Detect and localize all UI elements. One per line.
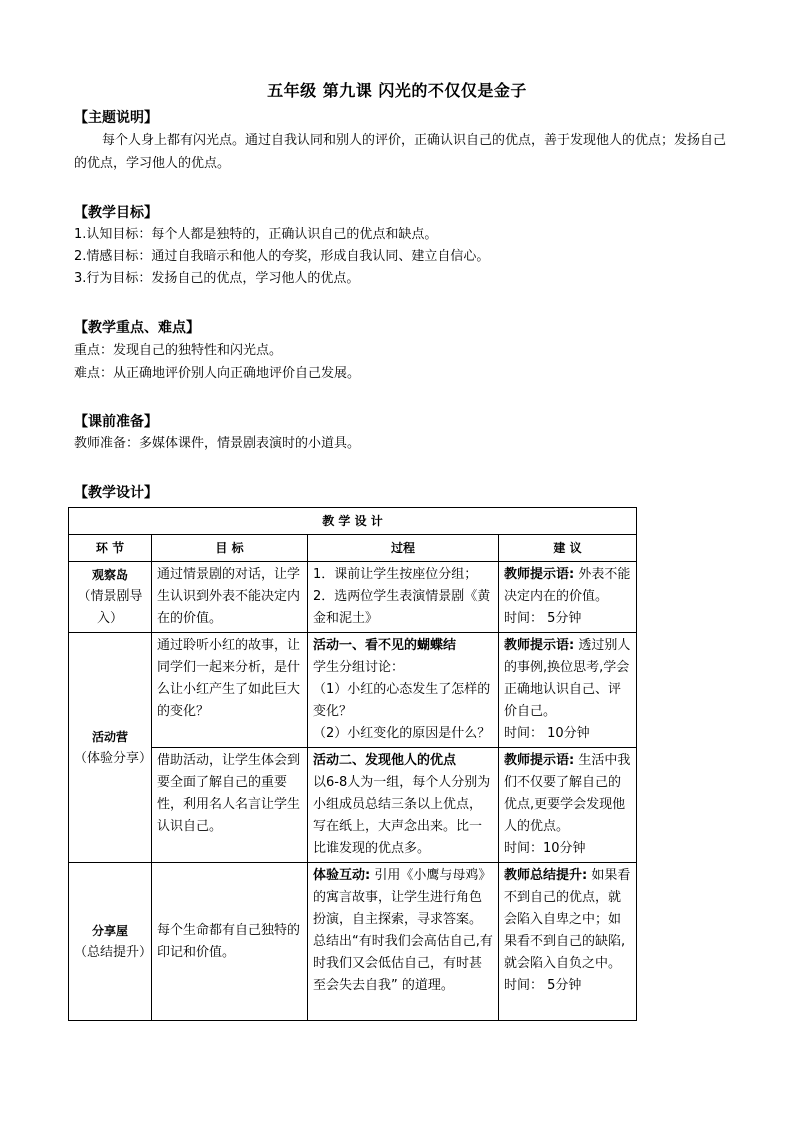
stage-cell (69, 863, 152, 1021)
stage-cell (69, 633, 152, 863)
design-heading: 【教学设计】 (74, 485, 158, 501)
suggestion-cell (499, 562, 637, 633)
tip-text: 透过别人的事例,换位思考,学会正确地认识自己、评价自己。 (504, 638, 631, 719)
process-text (313, 865, 493, 997)
process-label: 体验互动: (313, 868, 371, 883)
tip-label: 教师总结提升: (504, 868, 588, 883)
table-caption: 教 学 设 计 (69, 508, 637, 535)
goal-cell: 每个生命都有自己独特的印记和价值。 (152, 863, 308, 1021)
process-body: 引用《小鹰与母鸡》的寓言故事，让学生进行角色扮演，自主探索，寻求答案。总结出“有时我们会高估自己,有时我们又会低估自己，有时甚至会失去自我” 的道理。 (313, 868, 493, 993)
time-label: 时间： 5分钟 (504, 611, 582, 626)
suggestion-cell (499, 863, 637, 1021)
suggestion-text (504, 865, 631, 975)
process-line: 学生分组讨论： (313, 660, 405, 675)
process-title: 活动一、看不见的蝴蝶结 (313, 638, 457, 653)
goal-item: 2.情感目标：通过自我暗示和他人的夸奖，形成自我认同、建立自信心。 (74, 249, 490, 264)
prep-text: 教师准备：多媒体课件，情景剧表演时的小道具。 (74, 436, 361, 451)
process-line: （1）小红的心态发生了怎样的变化？ (313, 682, 491, 719)
process-cell (308, 562, 499, 633)
column-header: 过程 (308, 535, 499, 562)
table-row (69, 562, 637, 633)
suggestion-cell (499, 748, 637, 863)
prep-heading: 【课前准备】 (74, 414, 158, 430)
goal-cell: 借助活动，让学生体会到要全面了解自己的重要性，利用名人名言让学生认识自己。 (152, 748, 308, 863)
tip-text: 外表不能决定内在的价值。 (504, 567, 631, 604)
stage-name: 分享屋 (91, 923, 128, 938)
column-header: 目 标 (152, 535, 308, 562)
process-line: 2．选两位学生表演情景剧《黄金和泥土》 (313, 589, 491, 626)
time-label: 时间： 10分钟 (504, 726, 590, 741)
suggestion-text (504, 635, 631, 723)
table-row (69, 748, 637, 863)
stage-name: 活动营 (91, 729, 128, 744)
process-title: 活动二、发现他人的优点 (313, 753, 457, 768)
process-cell (308, 748, 499, 863)
table-header-row (69, 535, 637, 562)
tip-label: 教师提示语: (504, 753, 575, 768)
stage-cell (69, 562, 152, 633)
table-row (69, 633, 637, 748)
table-caption-row (69, 508, 637, 535)
theme-text: 每个人身上都有闪光点。通过自我认同和别人的评价，正确认识自己的优点，善于发现他人的优点；发扬自己的优点，学习他人的优点。 (74, 133, 727, 171)
suggestion-text (504, 564, 631, 608)
stage-subtitle: （情景剧导入） (77, 589, 143, 626)
process-cell (308, 863, 499, 1021)
stage-name: 观察岛 (91, 568, 128, 582)
stage-subtitle: （总结提升） (74, 944, 153, 960)
page-title: 五年级 第九课 闪光的不仅仅是金子 (267, 81, 527, 100)
stage-subtitle: （体验分享） (74, 750, 153, 766)
process-cell (308, 633, 499, 748)
goal-cell: 通过情景剧的对话，让学生认识到外表不能决定内在的价值。 (152, 562, 308, 633)
process-line: 以6-8人为一组，每个人分别为小组成员总结三条以上优点，写在纸上，大声念出来。比一比谁发现的优点多。 (313, 775, 491, 856)
column-header: 建 议 (499, 535, 637, 562)
table-row (69, 863, 637, 1021)
goals-heading: 【教学目标】 (74, 205, 158, 221)
tip-label: 教师提示语: (504, 567, 575, 582)
tip-text: 如果看不到自己的优点，就会陷入自卑之中；如果看不到自己的缺陷,就会陷入自负之中。 (504, 868, 631, 971)
goal-item: 1.认知目标：每个人都是独特的，正确认识自己的优点和缺点。 (74, 227, 438, 242)
tip-text: 生活中我们不仅要了解自己的优点,更要学会发现他人的优点。 (504, 753, 631, 834)
suggestion-cell (499, 633, 637, 748)
process-line: 1．课前让学生按座位分组； (313, 567, 478, 582)
process-line: （2）小红变化的原因是什么？ (313, 726, 491, 741)
time-label: 时间： 5分钟 (504, 978, 582, 993)
keypoints-heading: 【教学重点、难点】 (74, 320, 200, 336)
tip-label: 教师提示语: (504, 638, 575, 653)
theme-heading: 【主题说明】 (74, 110, 158, 126)
goal-cell: 通过聆听小红的故事，让同学们一起来分析，是什么让小红产生了如此巨大的变化？ (152, 633, 308, 748)
column-header: 环 节 (69, 535, 152, 562)
teaching-design-table (68, 507, 637, 1021)
time-label: 时间：10分钟 (504, 841, 586, 856)
goal-item: 3.行为目标：发扬自己的优点，学习他人的优点。 (74, 271, 360, 286)
suggestion-text (504, 750, 631, 838)
keypoint-item: 难点：从正确地评价别人向正确地评价自己发展。 (74, 366, 361, 381)
keypoint-item: 重点：发现自己的独特性和闪光点。 (74, 343, 283, 358)
